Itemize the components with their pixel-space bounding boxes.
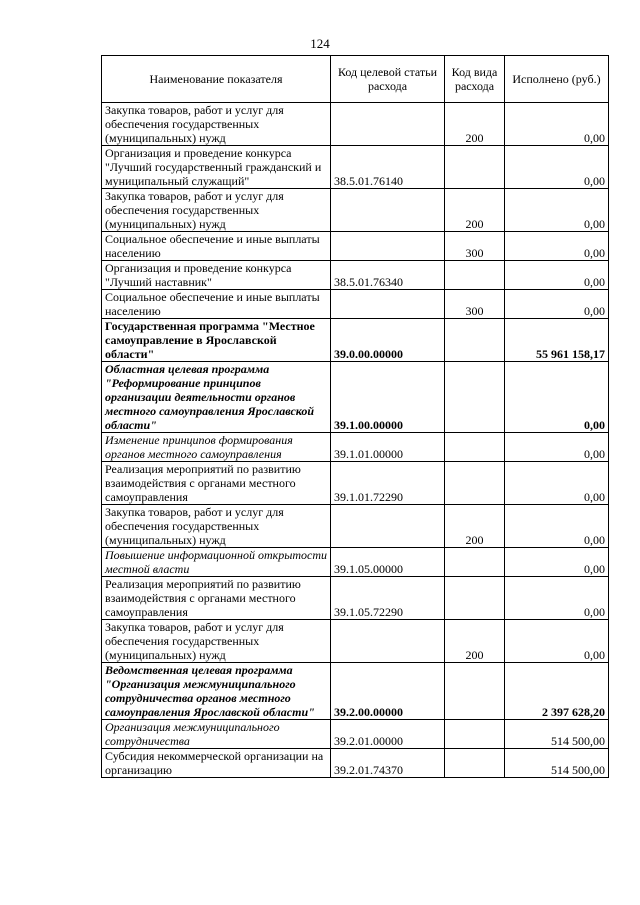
row-sum: 0,00 [505,146,609,189]
row-kind: 200 [445,103,505,146]
row-kind: 300 [445,232,505,261]
row-kind: 200 [445,620,505,663]
row-kind [445,146,505,189]
row-code: 39.1.05.72290 [331,577,445,620]
row-sum: 0,00 [505,103,609,146]
row-name: Ведомственная целевая программа "Организация межмуниципального сотрудничества органов местного самоуправления Ярославской области" [102,663,331,720]
page-number: 124 [310,36,330,51]
row-code: 39.0.00.00000 [331,319,445,362]
row-sum: 0,00 [505,362,609,433]
row-code [331,505,445,548]
row-name: Закупка товаров, работ и услуг для обеспечения государственных (муниципальных) нужд [102,505,331,548]
budget-table [101,55,609,778]
row-name: Организация межмуниципального сотрудничества [102,720,331,749]
row-kind [445,462,505,505]
row-name: Областная целевая программа "Реформирование принципов организации деятельности органов местного самоуправления Ярославской области" [102,362,331,433]
row-kind [445,749,505,778]
row-name: Реализация мероприятий по развитию взаимодействия с органами местного самоуправления [102,577,331,620]
header-kind: Код вида расхода [445,56,505,103]
row-sum: 55 961 158,17 [505,319,609,362]
row-name: Повышение информационной открытости местной власти [102,548,331,577]
table-row [102,290,609,319]
table-row-program [102,319,609,362]
row-code: 39.1.01.72290 [331,462,445,505]
row-kind [445,663,505,720]
row-kind [445,319,505,362]
row-name: Закупка товаров, работ и услуг для обеспечения государственных (муниципальных) нужд [102,103,331,146]
row-name: Субсидия некоммерческой организации на организацию [102,749,331,778]
row-name: Социальное обеспечение и иные выплаты населению [102,290,331,319]
table-row [102,146,609,189]
row-kind: 200 [445,189,505,232]
row-sum: 2 397 628,20 [505,663,609,720]
table-row-subprogram [102,362,609,433]
table-row-event [102,720,609,749]
row-kind [445,577,505,620]
row-kind: 300 [445,290,505,319]
row-code: 39.1.00.00000 [331,362,445,433]
header-code: Код целевой статьи расхода [331,56,445,103]
row-code [331,620,445,663]
row-code: 39.2.01.74370 [331,749,445,778]
row-kind [445,362,505,433]
row-sum: 0,00 [505,261,609,290]
row-code [331,189,445,232]
row-kind [445,433,505,462]
row-name: Социальное обеспечение и иные выплаты населению [102,232,331,261]
table-row-event [102,548,609,577]
row-name: Изменение принципов формирования органов местного самоуправления [102,433,331,462]
row-sum: 0,00 [505,433,609,462]
row-kind [445,261,505,290]
table-row [102,749,609,778]
table-row [102,232,609,261]
table-row-subprogram [102,663,609,720]
table-row [102,577,609,620]
table-row-event [102,433,609,462]
table-row [102,462,609,505]
row-name: Государственная программа "Местное самоуправление в Ярославской области" [102,319,331,362]
row-code [331,103,445,146]
row-sum: 0,00 [505,577,609,620]
table-row [102,505,609,548]
row-code: 39.2.01.00000 [331,720,445,749]
row-sum: 0,00 [505,290,609,319]
header-row [102,56,609,103]
table-row [102,189,609,232]
row-sum: 0,00 [505,620,609,663]
row-name: Закупка товаров, работ и услуг для обеспечения государственных (муниципальных) нужд [102,189,331,232]
row-sum: 0,00 [505,505,609,548]
header-sum: Исполнено (руб.) [505,56,609,103]
row-sum: 514 500,00 [505,749,609,778]
row-code: 39.2.00.00000 [331,663,445,720]
table-row [102,261,609,290]
row-kind [445,548,505,577]
table-row [102,620,609,663]
row-sum: 0,00 [505,462,609,505]
row-code: 38.5.01.76340 [331,261,445,290]
row-sum: 0,00 [505,189,609,232]
row-kind: 200 [445,505,505,548]
row-name: Организация и проведение конкурса "Лучший государственный гражданский и муниципальный служащий" [102,146,331,189]
row-name: Реализация мероприятий по развитию взаимодействия с органами местного самоуправления [102,462,331,505]
row-sum: 0,00 [505,548,609,577]
header-name: Наименование показателя [102,56,331,103]
row-name: Закупка товаров, работ и услуг для обеспечения государственных (муниципальных) нужд [102,620,331,663]
row-code [331,290,445,319]
row-code: 39.1.05.00000 [331,548,445,577]
row-code: 39.1.01.00000 [331,433,445,462]
row-sum: 0,00 [505,232,609,261]
row-code [331,232,445,261]
row-kind [445,720,505,749]
row-sum: 514 500,00 [505,720,609,749]
row-code: 38.5.01.76140 [331,146,445,189]
row-name: Организация и проведение конкурса "Лучший наставник" [102,261,331,290]
table-row [102,103,609,146]
